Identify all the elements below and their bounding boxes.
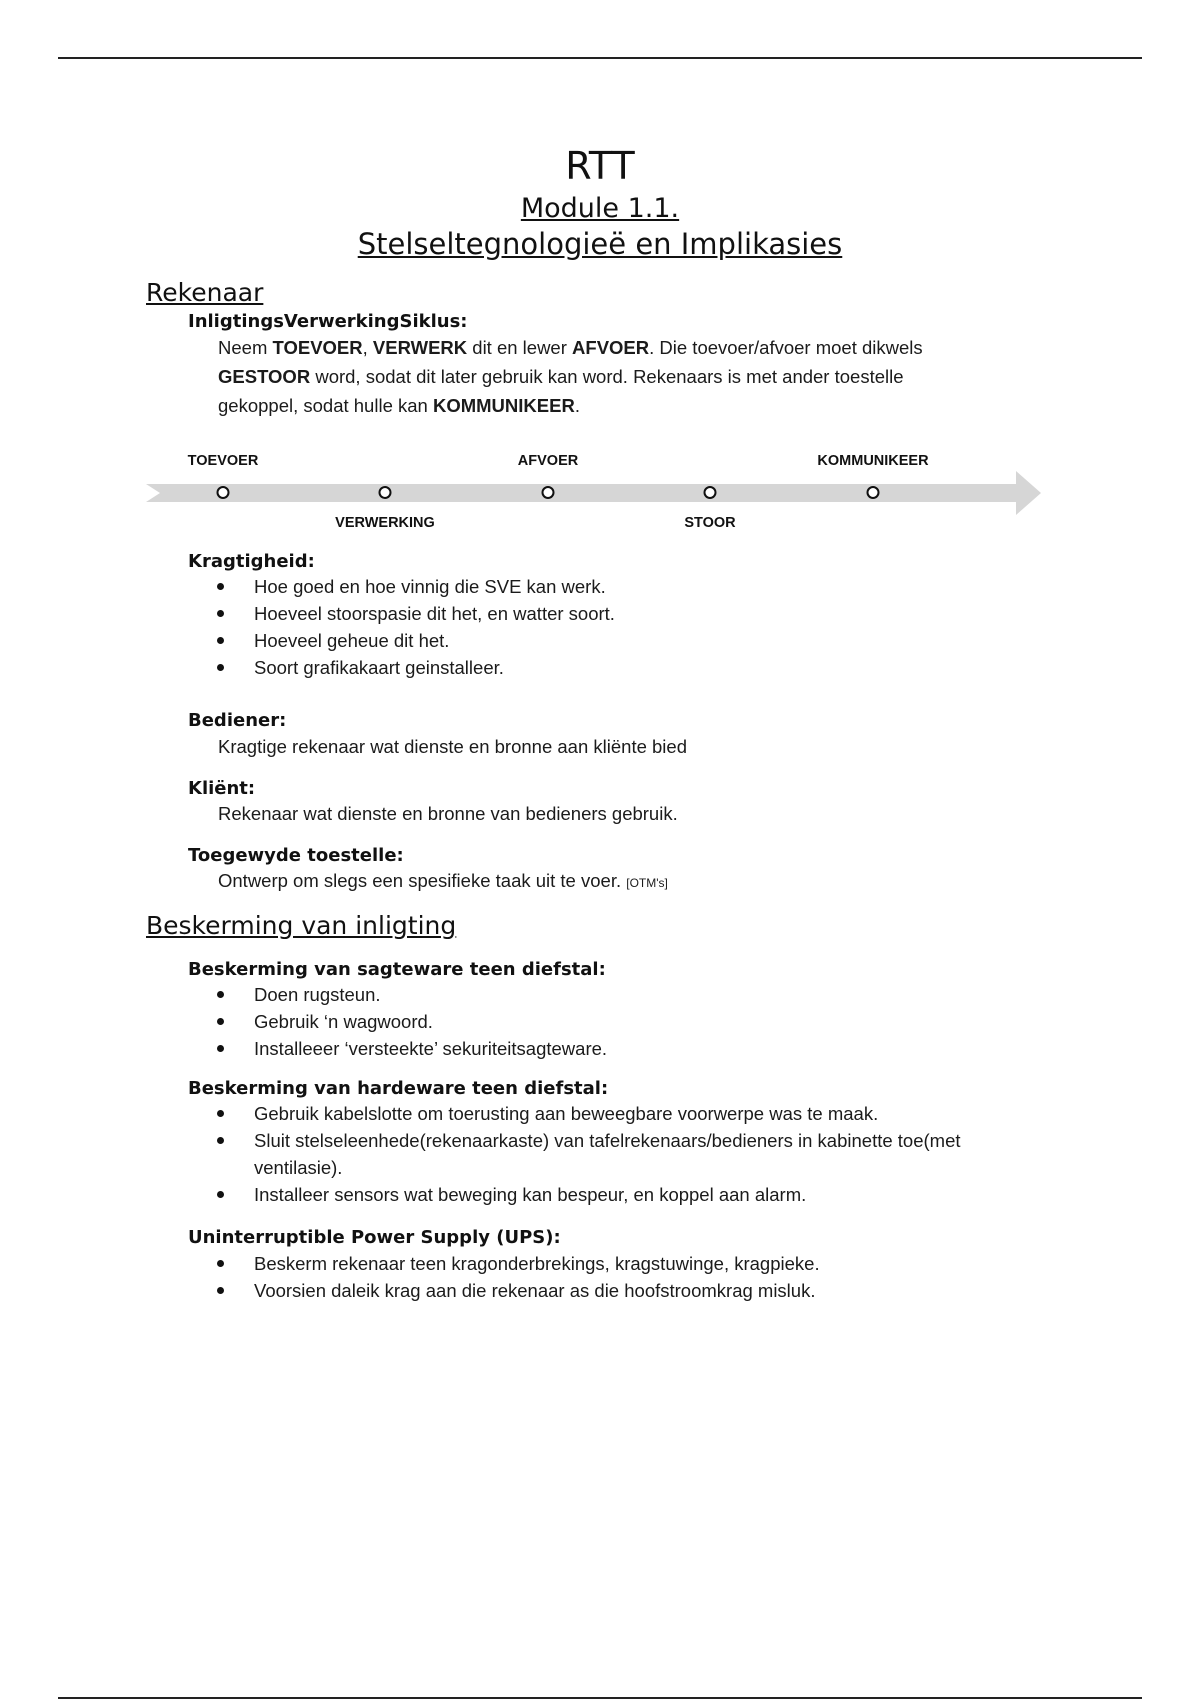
bediener-text: Kragtige rekenaar wat dienste en bronne aan kliënte bied — [218, 736, 687, 757]
toegewyde-note: [OTM's] — [626, 876, 668, 890]
cycle-label-verwerking: VERWERKING — [335, 515, 435, 531]
cycle-node-afvoer — [542, 486, 555, 499]
footer-rule — [58, 1697, 1142, 1699]
klient-label: Kliënt: — [188, 778, 256, 799]
ups-list — [216, 1250, 820, 1304]
list-item: Beskerm rekenaar teen kragonderbrekings, kragstuwinge, kragpieke. — [216, 1250, 820, 1277]
section-heading-beskerming: Beskerming van inligting — [146, 911, 457, 940]
module-subtitle: Stelseltegnologieë en Implikasies — [357, 227, 843, 261]
processing-cycle-diagram — [146, 445, 1046, 539]
list-item: Doen rugsteun. — [216, 981, 607, 1008]
ivs-label: InligtingsVerwerkingSiklus: — [188, 311, 468, 332]
document-title: RTT — [565, 144, 635, 188]
kragtigheid-list — [216, 573, 615, 681]
cycle-node-verwerking — [379, 486, 392, 499]
cycle-label-afvoer: AFVOER — [517, 453, 579, 469]
toegewyde-text: Ontwerp om slegs een spesifieke taak uit te voer. [OTM's] — [218, 870, 668, 891]
list-item: Soort grafikakaart geinstalleer. — [216, 654, 615, 681]
cycle-label-kommunikeer: KOMMUNIKEER — [817, 453, 929, 469]
list-item: Hoe goed en hoe vinnig die SVE kan werk. — [216, 573, 615, 600]
kragtigheid-label: Kragtigheid: — [188, 551, 315, 572]
list-item: Gebruik ‘n wagwoord. — [216, 1008, 607, 1035]
ivs-description — [218, 333, 923, 420]
cycle-label-stoor: STOOR — [684, 515, 736, 531]
list-item: Gebruik kabelslotte om toerusting aan beweegbare voorwerpe was te maak. — [216, 1100, 961, 1127]
cycle-node-toevoer — [217, 486, 230, 499]
cycle-label-toevoer: TOEVOER — [187, 453, 259, 469]
bediener-label: Bediener: — [188, 710, 287, 731]
list-item: Hoeveel geheue dit het. — [216, 627, 615, 654]
list-item: Installeeer ‘versteekte’ sekuriteitsagteware. — [216, 1035, 607, 1062]
list-item: Hoeveel stoorspasie dit het, en watter soort. — [216, 600, 615, 627]
hardeware-list — [216, 1100, 961, 1208]
header-rule — [58, 57, 1142, 59]
ivs-line-3: gekoppel, sodat hulle kan KOMMUNIKEER. — [218, 395, 580, 416]
ivs-line-1: Neem TOEVOER, VERWERK dit en lewer AFVOER. Die toevoer/afvoer moet dikwels — [218, 337, 923, 358]
klient-text: Rekenaar wat dienste en bronne van bedieners gebruik. — [218, 803, 678, 824]
hardeware-label: Beskerming van hardeware teen diefstal: — [188, 1078, 609, 1099]
sagteware-list — [216, 981, 607, 1062]
cycle-node-stoor — [704, 486, 717, 499]
list-item: Installeer sensors wat beweging kan bespeur, en koppel aan alarm. — [216, 1181, 961, 1208]
cycle-node-kommunikeer — [867, 486, 880, 499]
section-heading-rekenaar: Rekenaar — [146, 278, 264, 307]
module-title: Module 1.1. — [520, 193, 680, 224]
sagteware-label: Beskerming van sagteware teen diefstal: — [188, 959, 606, 980]
list-item: Voorsien daleik krag aan die rekenaar as die hoofstroomkrag misluk. — [216, 1277, 820, 1304]
cycle-arrow — [146, 471, 1046, 515]
toegewyde-label: Toegewyde toestelle: — [188, 845, 404, 866]
ivs-line-2: GESTOOR word, sodat dit later gebruik kan word. Rekenaars is met ander toestelle — [218, 366, 904, 387]
list-item: Sluit stelseleenhede(rekenaarkaste) van tafelrekenaars/bedieners in kabinette toe(met ventilasie). — [216, 1127, 961, 1181]
ups-label: Uninterruptible Power Supply (UPS): — [188, 1227, 561, 1248]
